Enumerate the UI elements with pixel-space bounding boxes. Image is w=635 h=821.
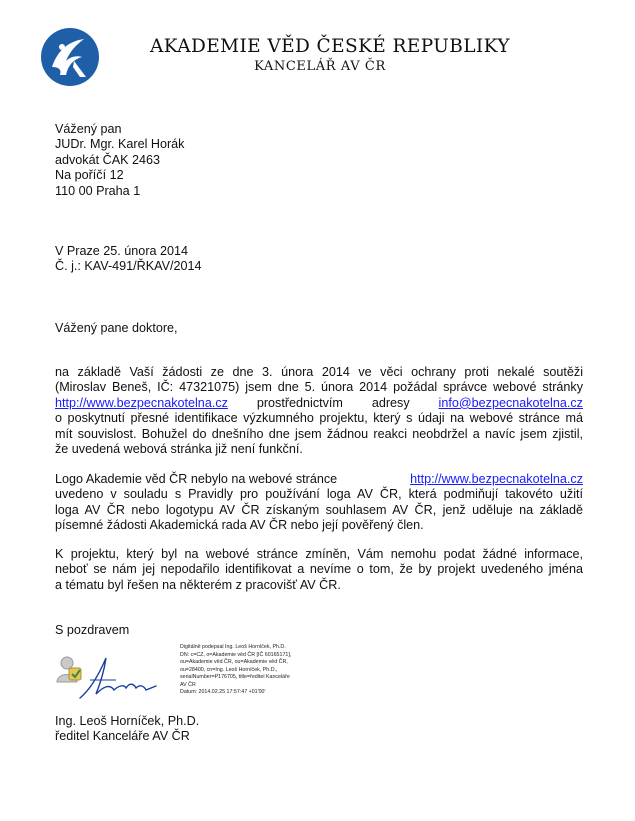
signature-meta-line: serialNumber=P176705, title=ředitel Kanceláře bbox=[180, 674, 290, 680]
signatory-name: Ing. Leoš Horníček, Ph.D. bbox=[55, 714, 200, 728]
signature-meta-line: DN: c=CZ, o=Akademie věd ČR [IČ 60165171], bbox=[180, 651, 292, 658]
signature-meta-line: AV ČR bbox=[180, 681, 196, 688]
recipient-name: JUDr. Mgr. Karel Horák bbox=[55, 137, 185, 152]
letter-meta bbox=[55, 244, 202, 275]
paragraph-line: že uvedená webová stránka již není funkční. bbox=[55, 441, 303, 456]
website-link[interactable]: http://www.bezpecnakotelna.cz bbox=[410, 472, 583, 486]
letter-date: V Praze 25. února 2014 bbox=[55, 244, 189, 258]
website-link[interactable]: http://www.bezpecnakotelna.cz bbox=[55, 395, 228, 410]
paragraph-line bbox=[55, 472, 583, 487]
av-cr-logo-icon bbox=[40, 27, 100, 87]
recipient-salutation: Vážený pan bbox=[55, 122, 122, 136]
paragraph-logo bbox=[55, 472, 583, 534]
paragraph-line: neboť se nám jej nepodařilo identifikovat a nevíme o tom, že by projekt uvedeného jména bbox=[55, 562, 583, 577]
closing-text: S pozdravem bbox=[55, 623, 130, 637]
paragraph-line: K projektu, který byl na webové stránce zmíněn, Vám nemohu podat žádné informace, bbox=[55, 547, 583, 561]
paragraph-line: (Miroslav Beneš, IČ: 47321075) jsem dne 5. února 2014 požádal správce webové stránky bbox=[55, 380, 583, 395]
paragraph-line bbox=[55, 396, 583, 411]
office-name: KANCELÁŘ AV ČR bbox=[254, 59, 386, 74]
recipient-address bbox=[55, 122, 184, 199]
closing bbox=[55, 623, 129, 638]
paragraph-line: písemné žádosti Akademická rada AV ČR nebo její pověřený člen. bbox=[55, 518, 424, 533]
signature-details bbox=[180, 644, 291, 697]
signatory bbox=[55, 714, 199, 745]
email-link[interactable]: info@bezpecnakotelna.cz bbox=[438, 395, 583, 410]
reference-number: Č. j.: KAV-491/ŘKAV/2014 bbox=[55, 259, 202, 274]
paragraph-text: Logo Akademie věd ČR nebylo na webové stránce bbox=[55, 472, 338, 486]
paragraph-line: mít souvislost. Bohužel do dnešního dne jsem žádnou reakci neobdržel a navíc jsem zjistil, bbox=[55, 426, 583, 441]
greeting-text: Vážený pane doktore, bbox=[55, 321, 178, 335]
signature-meta-line: Digitálně podepsal Ing. Leoš Horníček, Ph.D. bbox=[180, 644, 286, 650]
institution-name: AKADEMIE VĚD ČESKÉ REPUBLIKY bbox=[150, 36, 510, 57]
paragraph-line: a tématu byl řešen na některém z pracovišť AV ČR. bbox=[55, 577, 341, 592]
greeting bbox=[55, 321, 178, 336]
recipient-title: advokát ČAK 2463 bbox=[55, 152, 161, 167]
handwritten-signature bbox=[70, 650, 170, 702]
signature-meta-line: ou=28400, cn=Ing. Leoš Horníček, Ph.D., bbox=[180, 666, 278, 673]
recipient-city: 110 00 Praha 1 bbox=[55, 183, 141, 198]
signature-meta-line: Datum: 2014.02.25 17:57:47 +01'00' bbox=[180, 689, 266, 695]
signatory-role: ředitel Kanceláře AV ČR bbox=[55, 729, 190, 744]
paragraph-line: na základě Vaší žádosti ze dne 3. února 2014 ve věci ochrany proti nekalé soutěži bbox=[55, 365, 583, 379]
paragraph-word: adresy bbox=[371, 395, 410, 410]
paragraph-project bbox=[55, 547, 583, 593]
signature-meta-line: ou=Akademie věd ČR, ou=Akademie věd ČR, bbox=[180, 659, 288, 665]
paragraph-line: loga AV ČR nebo logotypu AV ČR získaným souhlasem AV ČR, jenž uděluje na základě bbox=[55, 502, 583, 517]
recipient-street: Na poříčí 12 bbox=[55, 168, 124, 183]
paragraph-word: prostřednictvím bbox=[256, 395, 343, 410]
paragraph-line: uvedeno v souladu s Pravidly pro používání loga AV ČR, která podmiňují takovéto užití bbox=[55, 487, 583, 502]
paragraph-request bbox=[55, 365, 583, 457]
paragraph-line: o poskytnutí přesné identifikace výzkumného projektu, který s údaji na webové stránce má bbox=[55, 411, 583, 426]
